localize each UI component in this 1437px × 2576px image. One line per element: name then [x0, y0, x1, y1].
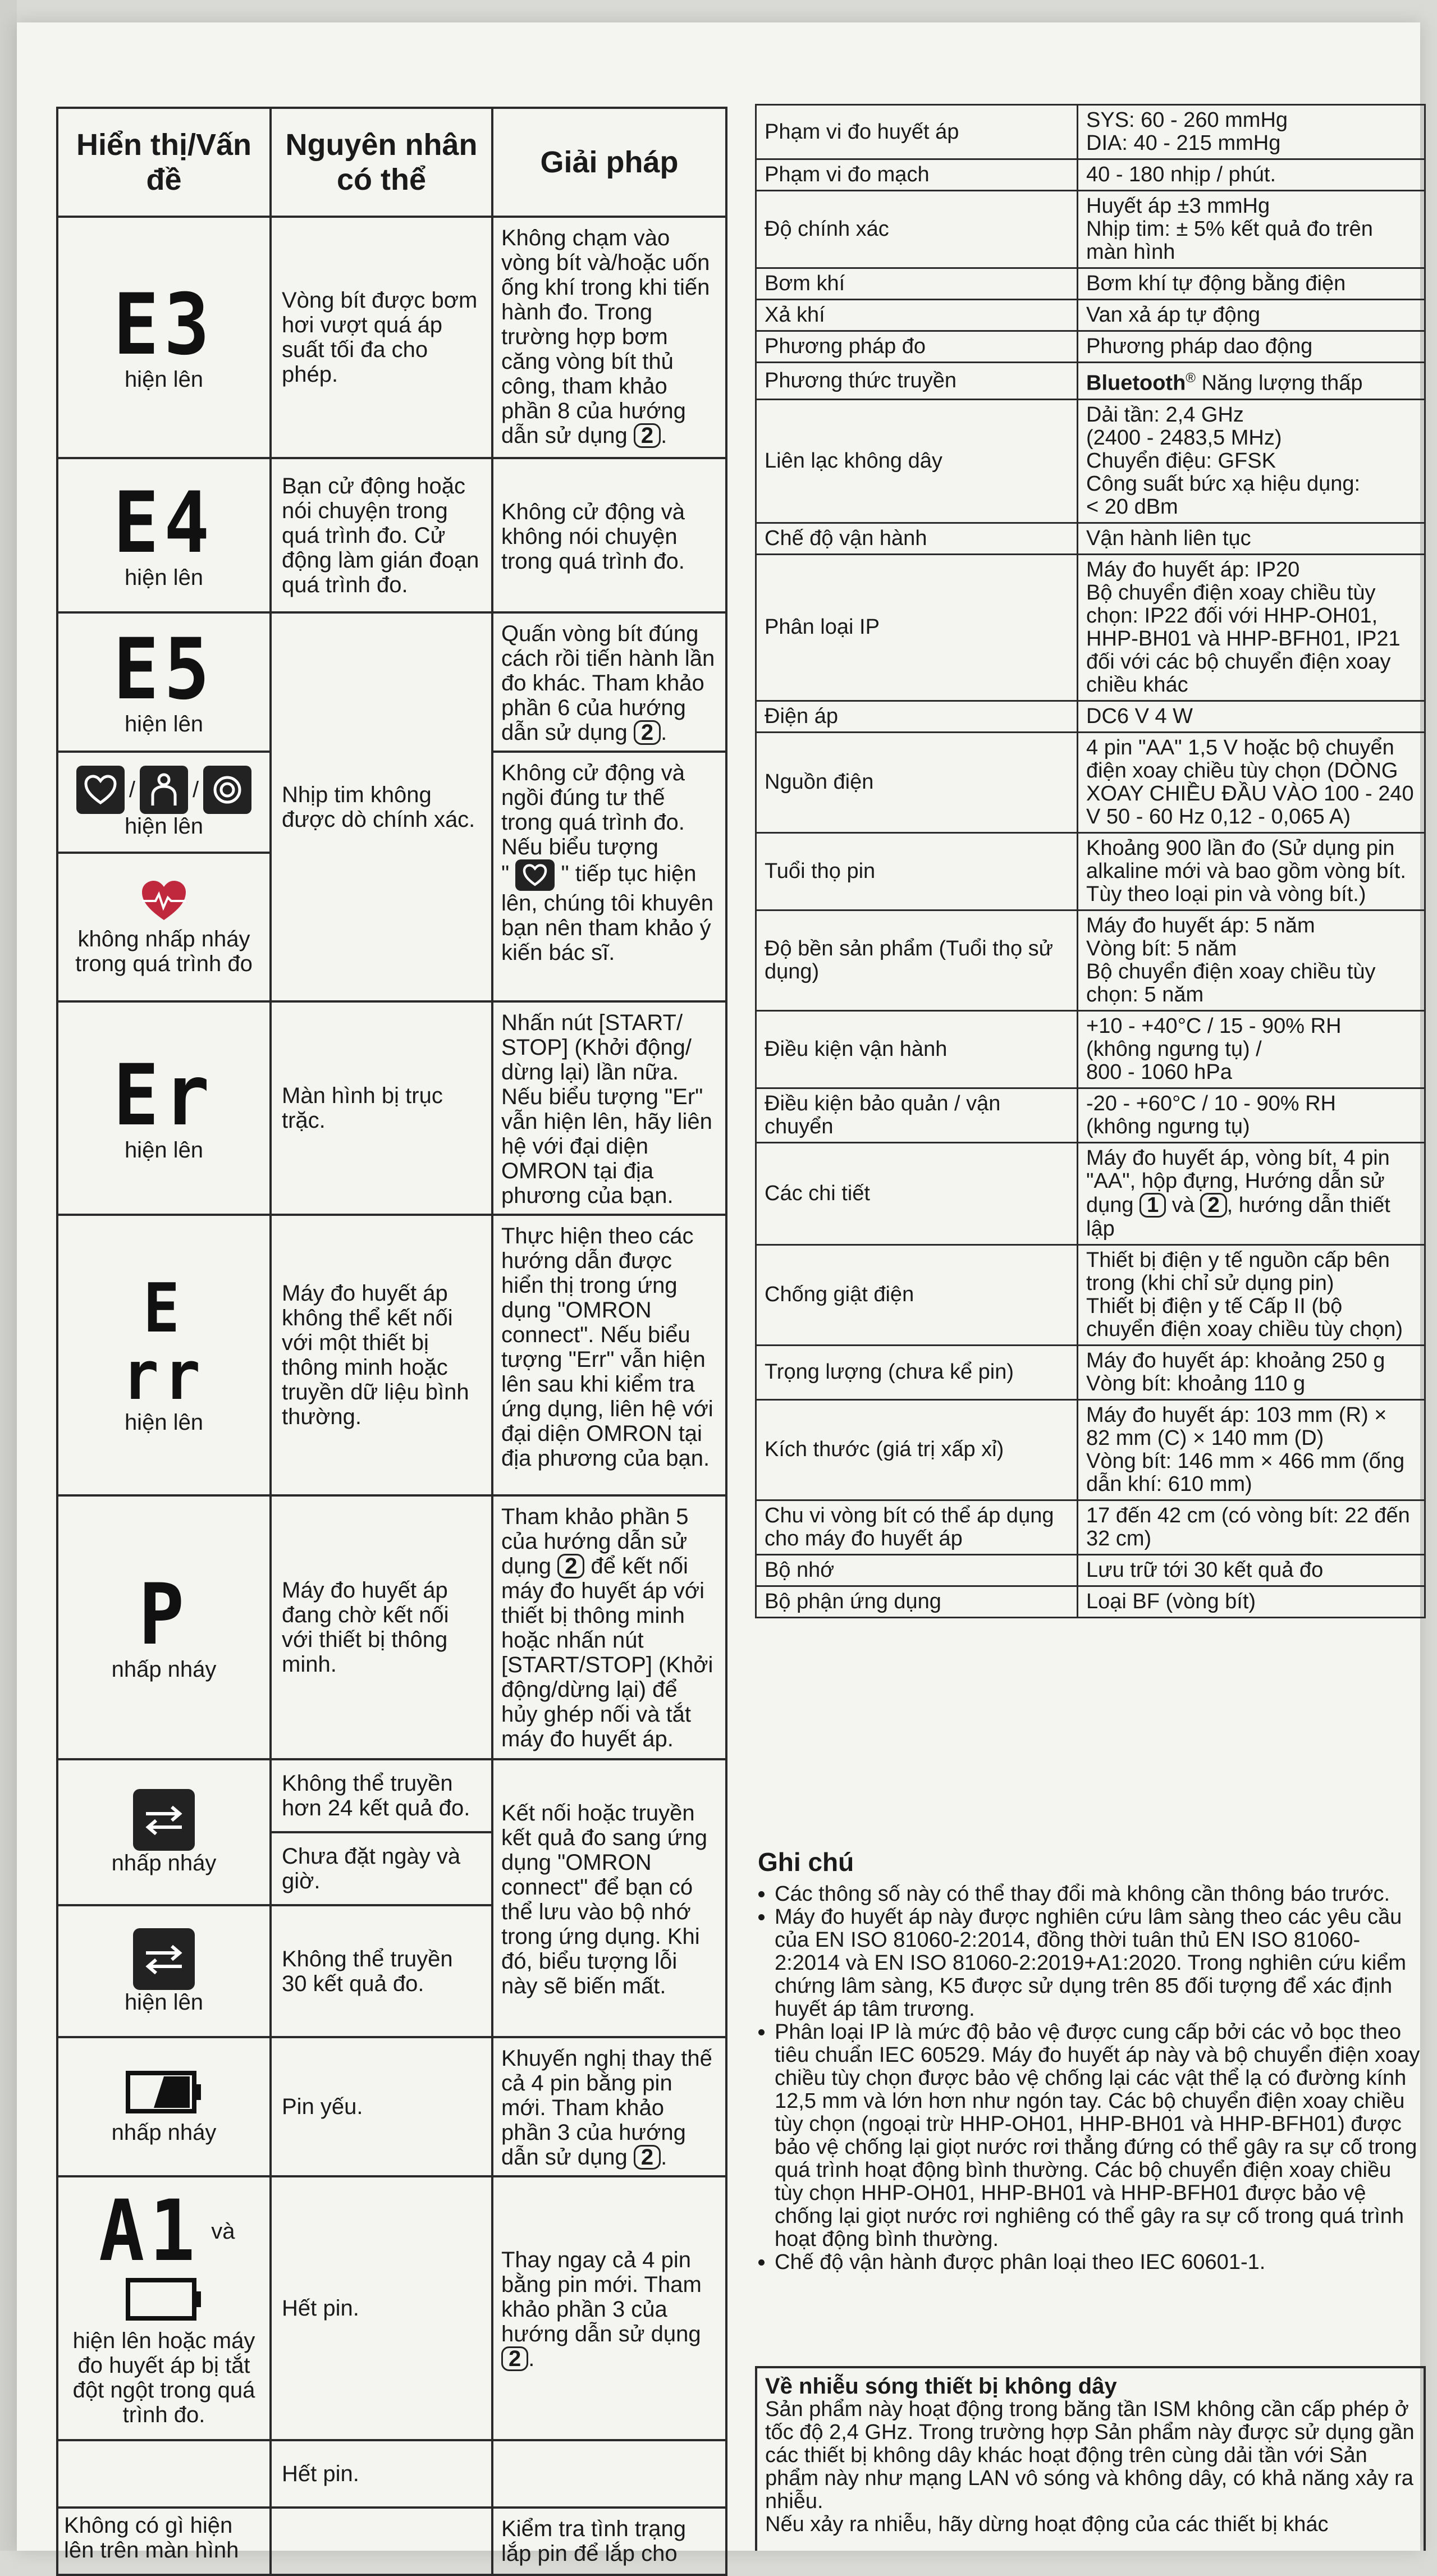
- table-row: [57, 217, 726, 458]
- spec-row: [756, 268, 1425, 300]
- spec-key: Chế độ vận hành: [756, 523, 1078, 554]
- spec-row: [756, 1010, 1425, 1088]
- display-cell: [57, 612, 271, 752]
- spec-row: [756, 363, 1425, 400]
- manual-ref-badge: 2: [634, 2145, 661, 2170]
- solution-cell: [492, 2037, 726, 2176]
- spec-row: [756, 832, 1425, 910]
- transfer-arrows-icon: [133, 1928, 195, 1990]
- spec-row: [756, 331, 1425, 363]
- spec-row: [756, 732, 1425, 832]
- spec-key: Phương thức truyền: [756, 363, 1078, 400]
- note-item: • Chế độ vận hành được phân loại theo IEC 60601-1.: [775, 2251, 1420, 2274]
- spec-value: Máy đo huyết áp: khoảng 250 g Vòng bít: khoảng 110 g: [1078, 1345, 1425, 1399]
- error-code-e5: E5: [113, 621, 215, 719]
- solution-cell: [492, 2176, 726, 2440]
- table-row: [57, 1001, 726, 1215]
- transfer-arrows-icon: [133, 1789, 195, 1851]
- cause-cell: Pin yếu.: [271, 2037, 492, 2176]
- display-cell: [57, 1759, 271, 1905]
- table-row: [57, 2508, 726, 2575]
- display-label: Không có gì hiện lên trên màn hình: [64, 2513, 239, 2563]
- spec-value: Huyết áp ±3 mmHg Nhịp tim: ± 5% kết quả đo trên màn hình: [1078, 191, 1425, 268]
- header-display: Hiển thị/Vấn đề: [57, 108, 271, 217]
- interference-title: Về nhiễu sóng thiết bị không dây: [765, 2374, 1117, 2399]
- display-cell: [57, 217, 271, 458]
- display-cell: [57, 1905, 271, 2037]
- spec-key: Kích thước (giá trị xấp xỉ): [756, 1399, 1078, 1500]
- heart-pulse-icon: [139, 879, 189, 923]
- solution-cell: [492, 217, 726, 458]
- table-row: [57, 1495, 726, 1759]
- spec-value: Bluetooth® Năng lượng thấp: [1078, 363, 1425, 400]
- interference-text-2: Nếu xảy ra nhiễu, hãy dừng hoạt động của các thiết bị khác: [765, 2513, 1329, 2536]
- header-cause: Nguyên nhân có thể: [271, 108, 492, 217]
- cause-cell: Bạn cử động hoặc nói chuyện trong quá trình đo. Cử động làm gián đoạn quá trình đo.: [271, 458, 492, 612]
- spec-value: Phương pháp dao động: [1078, 331, 1425, 363]
- spec-value: 4 pin "AA" 1,5 V hoặc bộ chuyển điện xoay chiều tùy chọn (DÒNG XOAY CHIỀU ĐẦU VÀO 100 - 240 V 50 - 60 Hz 0,12 - 0,065 A): [1078, 732, 1425, 832]
- cause-cell: Không thể truyền 30 kết quả đo.: [271, 1905, 492, 2037]
- spec-key: Bộ nhớ: [756, 1554, 1078, 1586]
- separator: /: [129, 777, 135, 802]
- table-row: [57, 612, 726, 752]
- display-label: không nhấp nháy trong quá trình đo: [75, 926, 253, 976]
- cause-cell: [271, 2508, 492, 2575]
- spec-row: [756, 1586, 1425, 1617]
- spec-key: Độ chính xác: [756, 191, 1078, 268]
- display-label: hiện lên: [124, 367, 204, 392]
- display-label: hiện lên: [124, 1989, 204, 2015]
- spec-key: Chu vi vòng bít có thể áp dụng cho máy đo huyết áp: [756, 1500, 1078, 1554]
- spec-value: -20 - +60°C / 10 - 90% RH (không ngưng tụ): [1078, 1088, 1425, 1142]
- display-cell: [57, 752, 271, 853]
- manual-ref-badge: 2: [634, 720, 661, 745]
- spec-row: [756, 1500, 1425, 1554]
- solution-tail: .: [528, 2346, 535, 2371]
- spec-value: +10 - +40°C / 15 - 90% RH (không ngưng tụ) / 800 - 1060 hPa: [1078, 1010, 1425, 1088]
- spec-key: Độ bền sản phẩm (Tuổi thọ sử dụng): [756, 910, 1078, 1010]
- spec-row: [756, 910, 1425, 1010]
- spec-value: Loại BF (vòng bít): [1078, 1586, 1425, 1617]
- cause-cell: Màn hình bị trục trặc.: [271, 1001, 492, 1215]
- spec-key: Phạm vi đo huyết áp: [756, 105, 1078, 159]
- display-label: nhấp nháy: [111, 2120, 217, 2145]
- notes-section: [758, 1847, 1420, 2274]
- cause-cell: Nhịp tim không được dò chính xác.: [271, 612, 492, 1001]
- conjunction: và: [211, 2219, 235, 2244]
- solution-text: Khuyến nghị thay thế cả 4 pin bằng pin mới. Tham khảo phần 3 của hướng dẫn sử dụng: [501, 2046, 712, 2170]
- error-code-e4: E4: [113, 474, 215, 572]
- solution-tail: để kết nối máy đo huyết áp với thiết bị thông minh hoặc nhấn nút [START/STOP] (Khởi động/dừng lại) để hủy ghép nối và tắt máy đo huyết áp.: [501, 1554, 713, 1751]
- error-code-err-top: E: [143, 1270, 185, 1348]
- manual-ref-badge: 2: [1200, 1193, 1227, 1218]
- spec-value: 17 đến 42 cm (có vòng bít: 22 đến 32 cm): [1078, 1500, 1425, 1554]
- spec-row: [756, 1554, 1425, 1586]
- solution-cell: Kết nối hoặc truyền kết quả đo sang ứng dụng "OMRON connect" để bạn có thể lưu vào bộ nhớ trong ứng dụng. Khi đó, biểu tượng lỗi này sẽ biến mất.: [492, 1759, 726, 2037]
- spec-row: [756, 159, 1425, 191]
- page-margin: [0, 0, 17, 2551]
- header-solution: Giải pháp: [492, 108, 726, 217]
- spec-key: Trọng lượng (chưa kể pin): [756, 1345, 1078, 1399]
- spec-key: Điều kiện vận hành: [756, 1010, 1078, 1088]
- spec-value: Khoảng 900 lần đo (Sử dụng pin alkaline mới và bao gồm vòng bít. Tùy theo loại pin và vòng bít.): [1078, 832, 1425, 910]
- cause-cell: Vòng bít được bơm hơi vượt quá áp suất tối đa cho phép.: [271, 217, 492, 458]
- body-movement-icon: [140, 766, 188, 814]
- cause-cell: Hết pin.: [271, 2440, 492, 2508]
- spec-value: DC6 V 4 W: [1078, 701, 1425, 732]
- cuff-wrap-icon: [203, 766, 251, 814]
- table-row: [57, 458, 726, 612]
- table-row: [57, 1759, 726, 1832]
- spec-row: [756, 1345, 1425, 1399]
- separator: /: [193, 777, 199, 802]
- spec-key: Phương pháp đo: [756, 331, 1078, 363]
- spec-row: [756, 300, 1425, 331]
- table-row: [57, 2440, 726, 2508]
- solution-tail: .: [661, 423, 667, 448]
- solution-cell: Kiểm tra tình trạng lắp pin để lắp cho: [492, 2508, 726, 2575]
- spec-row: [756, 701, 1425, 732]
- low-battery-icon: [125, 2069, 203, 2116]
- spec-key: Bơm khí: [756, 268, 1078, 300]
- spec-row: [756, 1088, 1425, 1142]
- spec-row: [756, 1142, 1425, 1244]
- manual-ref-badge: 1: [1139, 1193, 1166, 1218]
- error-code-err-bottom: rr: [122, 1337, 206, 1415]
- solution-cell: Không cử động và ngồi đúng tư thế trong quá trình đo. Nếu biểu tượng " " tiếp tục hiện lên, chúng tôi khuyên bạn nên tham khảo ý kiến bác sĩ.: [492, 752, 726, 1001]
- note-item: • Các thông số này có thể thay đổi mà không cần thông báo trước.: [775, 1883, 1420, 1906]
- display-cell: [57, 1495, 271, 1759]
- spec-value: Van xả áp tự động: [1078, 300, 1425, 331]
- solution-cell: Thực hiện theo các hướng dẫn được hiển thị trong ứng dụng "OMRON connect". Nếu biểu tượng "Err" vẫn hiện lên sau khi kiểm tra ứng dụng, liên hệ với đại diện OMRON tại địa phương của bạn.: [492, 1215, 726, 1495]
- spec-value: Máy đo huyết áp: IP20 Bộ chuyển điện xoay chiều tùy chọn: IP22 đối với HHP-OH01, HHP-BH01 và HHP-BFH01, IP21 đối với các bộ chuyển điện xoay chiều khác: [1078, 554, 1425, 701]
- display-cell: [57, 2440, 271, 2508]
- error-code-er: Er: [113, 1047, 215, 1145]
- spec-key: Chống giật điện: [756, 1244, 1078, 1345]
- solution-cell: Nhấn nút [START/ STOP] (Khởi động/ dừng lại) lần nữa. Nếu biểu tượng "Er" vẫn hiện lên, hãy liên hệ với đại diện OMRON tại địa phương của bạn.: [492, 1001, 726, 1215]
- solution-tail: .: [661, 720, 667, 745]
- solution-cell: [492, 2440, 726, 2508]
- solution-cell: [492, 1495, 726, 1759]
- spec-key: Nguồn điện: [756, 732, 1078, 832]
- display-label: hiện lên: [124, 565, 204, 590]
- solution-tail: .: [661, 2145, 667, 2170]
- cause-cell: Máy đo huyết áp đang chờ kết nối với thiết bị thông minh.: [271, 1495, 492, 1759]
- note-item: • Máy đo huyết áp này được nghiên cứu lâm sàng theo các yêu cầu của EN ISO 81060-2:2014, đồng thời tuân thủ EN ISO 81060-2:2014 và EN ISO 81060-2:2019+A1:2020. Trong nghiên cứu kiểm chứng lâm sàng, K5 được sử dụng trên 85 đối tượng để xác định huyết áp tâm trương.: [775, 1906, 1420, 2021]
- display-label: nhấp nháy: [111, 1851, 217, 1875]
- spec-value: Lưu trữ tới 30 kết quả đo: [1078, 1554, 1425, 1586]
- troubleshooting-table: [56, 107, 727, 2576]
- spec-key: Xả khí: [756, 300, 1078, 331]
- spec-row: [756, 1244, 1425, 1345]
- solution-text: Không chạm vào vòng bít và/hoặc uốn ống khí trong khi tiến hành đo. Trong trường hợp bơm căng vòng bít thủ công, tham khảo phần 8 của hướng dẫn sử dụng: [501, 226, 710, 448]
- display-cell: [57, 1215, 271, 1495]
- spec-value: Bơm khí tự động bằng điện: [1078, 268, 1425, 300]
- spec-key: Điều kiện bảo quản / vận chuyển: [756, 1088, 1078, 1142]
- solution-tail: " tiếp tục hiện lên, chúng tôi khuyên bạn nên tham khảo ý kiến bác sĩ.: [501, 861, 714, 965]
- pairing-code-p: P: [138, 1566, 190, 1664]
- display-label: hiện lên: [124, 712, 204, 736]
- spec-row: [756, 399, 1425, 523]
- note-item: • Phân loại IP là mức độ bảo vệ được cung cấp bởi các vỏ bọc theo tiêu chuẩn IEC 60529. Máy đo huyết áp này và bộ chuyển điện xoay chiều tùy chọn được bảo vệ chống lại các vật thể lạ có đường kính 12,5 mm và lớn hơn như ngón tay. Các bộ chuyển điện xoay chiều tùy chọn (ngoại trừ HHP-OH01, HHP-BH01 và HHP-BFH01) được bảo vệ chống lại giọt nước rơi thẳng đứng có thể gây ra sự cố trong quá trình hoạt động bình thường. Các bộ chuyển điện xoay chiều tùy chọn HHP-OH01, HHP-BH01 và HHP-BFH01 được bảo vệ chống lại giọt nước rơi nghiêng có thể gây ra sự cố trong quá trình hoạt động bình thường.: [775, 2021, 1420, 2251]
- cause-cell: Máy đo huyết áp không thể kết nối với một thiết bị thông minh hoặc truyền dữ liệu bình thường.: [271, 1215, 492, 1495]
- spec-key: Các chi tiết: [756, 1142, 1078, 1244]
- error-code-e3: E3: [113, 276, 215, 374]
- table-row: [57, 2176, 726, 2440]
- spec-value: Máy đo huyết áp: 103 mm (R) × 82 mm (C) × 140 mm (D) Vòng bít: 146 mm × 466 mm (ống dẫn khí: 610 mm): [1078, 1399, 1425, 1500]
- spec-key: Điện áp: [756, 701, 1078, 732]
- spec-row: [756, 191, 1425, 268]
- display-cell: [57, 2037, 271, 2176]
- spec-row: [756, 554, 1425, 701]
- spec-row: [756, 1399, 1425, 1500]
- irregular-heartbeat-icon: [515, 859, 555, 891]
- table-row: [57, 2037, 726, 2176]
- spec-value: Dải tần: 2,4 GHz (2400 - 2483,5 MHz) Chuyển điệu: GFSK Công suất bức xạ hiệu dụng: < 20 dBm: [1078, 399, 1425, 523]
- manual-ref-badge: 2: [501, 2346, 528, 2371]
- table-row: [57, 1215, 726, 1495]
- spec-value: Thiết bị điện y tế nguồn cấp bên trong (khi chỉ sử dụng pin) Thiết bị điện y tế Cấp II (bộ chuyển điện xoay chiều tùy chọn): [1078, 1244, 1425, 1345]
- manual-ref-badge: 2: [634, 423, 661, 448]
- spec-key: Bộ phận ứng dụng: [756, 1586, 1078, 1617]
- wireless-interference-box: [755, 2366, 1426, 2551]
- notes-title: Ghi chú: [758, 1847, 854, 1877]
- spec-key: Tuổi thọ pin: [756, 832, 1078, 910]
- table-header-row: [57, 108, 726, 217]
- cause-cell: Không thể truyền hơn 24 kết quả đo.: [271, 1759, 492, 1832]
- display-cell: [57, 2508, 271, 2575]
- spec-value: Máy đo huyết áp: 5 năm Vòng bít: 5 năm Bộ chuyển điện xoay chiều tùy chọn: 5 năm: [1078, 910, 1425, 1010]
- spec-value: 40 - 180 nhịp / phút.: [1078, 159, 1425, 191]
- battery-code-a1: A1: [98, 2182, 200, 2280]
- display-label: hiện lên: [124, 1138, 204, 1163]
- display-cell: [57, 458, 271, 612]
- spec-row: [756, 105, 1425, 159]
- display-cell: [57, 853, 271, 1001]
- interference-text: Sản phẩm này hoạt động trong băng tần ISM không cần cấp phép ở tốc độ 2,4 GHz. Trong trường hợp Sản phẩm này được sử dụng gần các thiết bị không dây khác hoạt động trên cùng dải tần với Sản phẩm này như mạng LAN vô sóng và không dây, có khả năng xảy ra nhiễu.: [765, 2397, 1415, 2513]
- irregular-heartbeat-icon: [76, 766, 125, 814]
- display-label: hiện lên: [124, 1410, 204, 1435]
- spec-key: Phân loại IP: [756, 554, 1078, 701]
- solution-text: Không cử động và ngồi đúng tư thế trong quá trình đo. Nếu biểu tượng: [501, 761, 685, 859]
- solution-text: Thay ngay cả 4 pin bằng pin mới. Tham khảo phần 3 của hướng dẫn sử dụng: [501, 2248, 702, 2346]
- spec-value: Máy đo huyết áp, vòng bít, 4 pin "AA", hộp đựng, Hướng dẫn sử dụng 1 và 2 , hướng dẫn thiết lập: [1078, 1142, 1425, 1244]
- display-cell: [57, 1001, 271, 1215]
- display-label: hiện lên hoặc máy đo huyết áp bị tắt đột ngột trong quá trình đo.: [72, 2328, 255, 2427]
- spec-key: Phạm vi đo mạch: [756, 159, 1078, 191]
- display-label: nhấp nháy: [111, 1657, 217, 1682]
- spec-key: Liên lạc không dây: [756, 399, 1078, 523]
- solution-text: Tham khảo phần 5 của hướng dẫn sử dụng: [501, 1504, 689, 1578]
- notes-list: [758, 1883, 1420, 2274]
- solution-cell: Không cử động và không nói chuyện trong quá trình đo.: [492, 458, 726, 612]
- specifications-table: [755, 104, 1426, 1618]
- spec-value: SYS: 60 - 260 mmHg DIA: 40 - 215 mmHg: [1078, 105, 1425, 159]
- spec-value: Vận hành liên tục: [1078, 523, 1425, 554]
- solution-cell: [492, 612, 726, 752]
- solution-text: Quấn vòng bít đúng cách rồi tiến hành lần đo khác. Tham khảo phần 6 của hướng dẫn sử dụng: [501, 621, 715, 745]
- cause-cell: Hết pin.: [271, 2176, 492, 2440]
- empty-battery-icon: [125, 2276, 203, 2323]
- cause-cell: Chưa đặt ngày và giờ.: [271, 1832, 492, 1905]
- manual-ref-badge: 2: [557, 1554, 584, 1578]
- spec-row: [756, 523, 1425, 554]
- display-cell: [57, 2176, 271, 2440]
- display-label: hiện lên: [124, 814, 204, 839]
